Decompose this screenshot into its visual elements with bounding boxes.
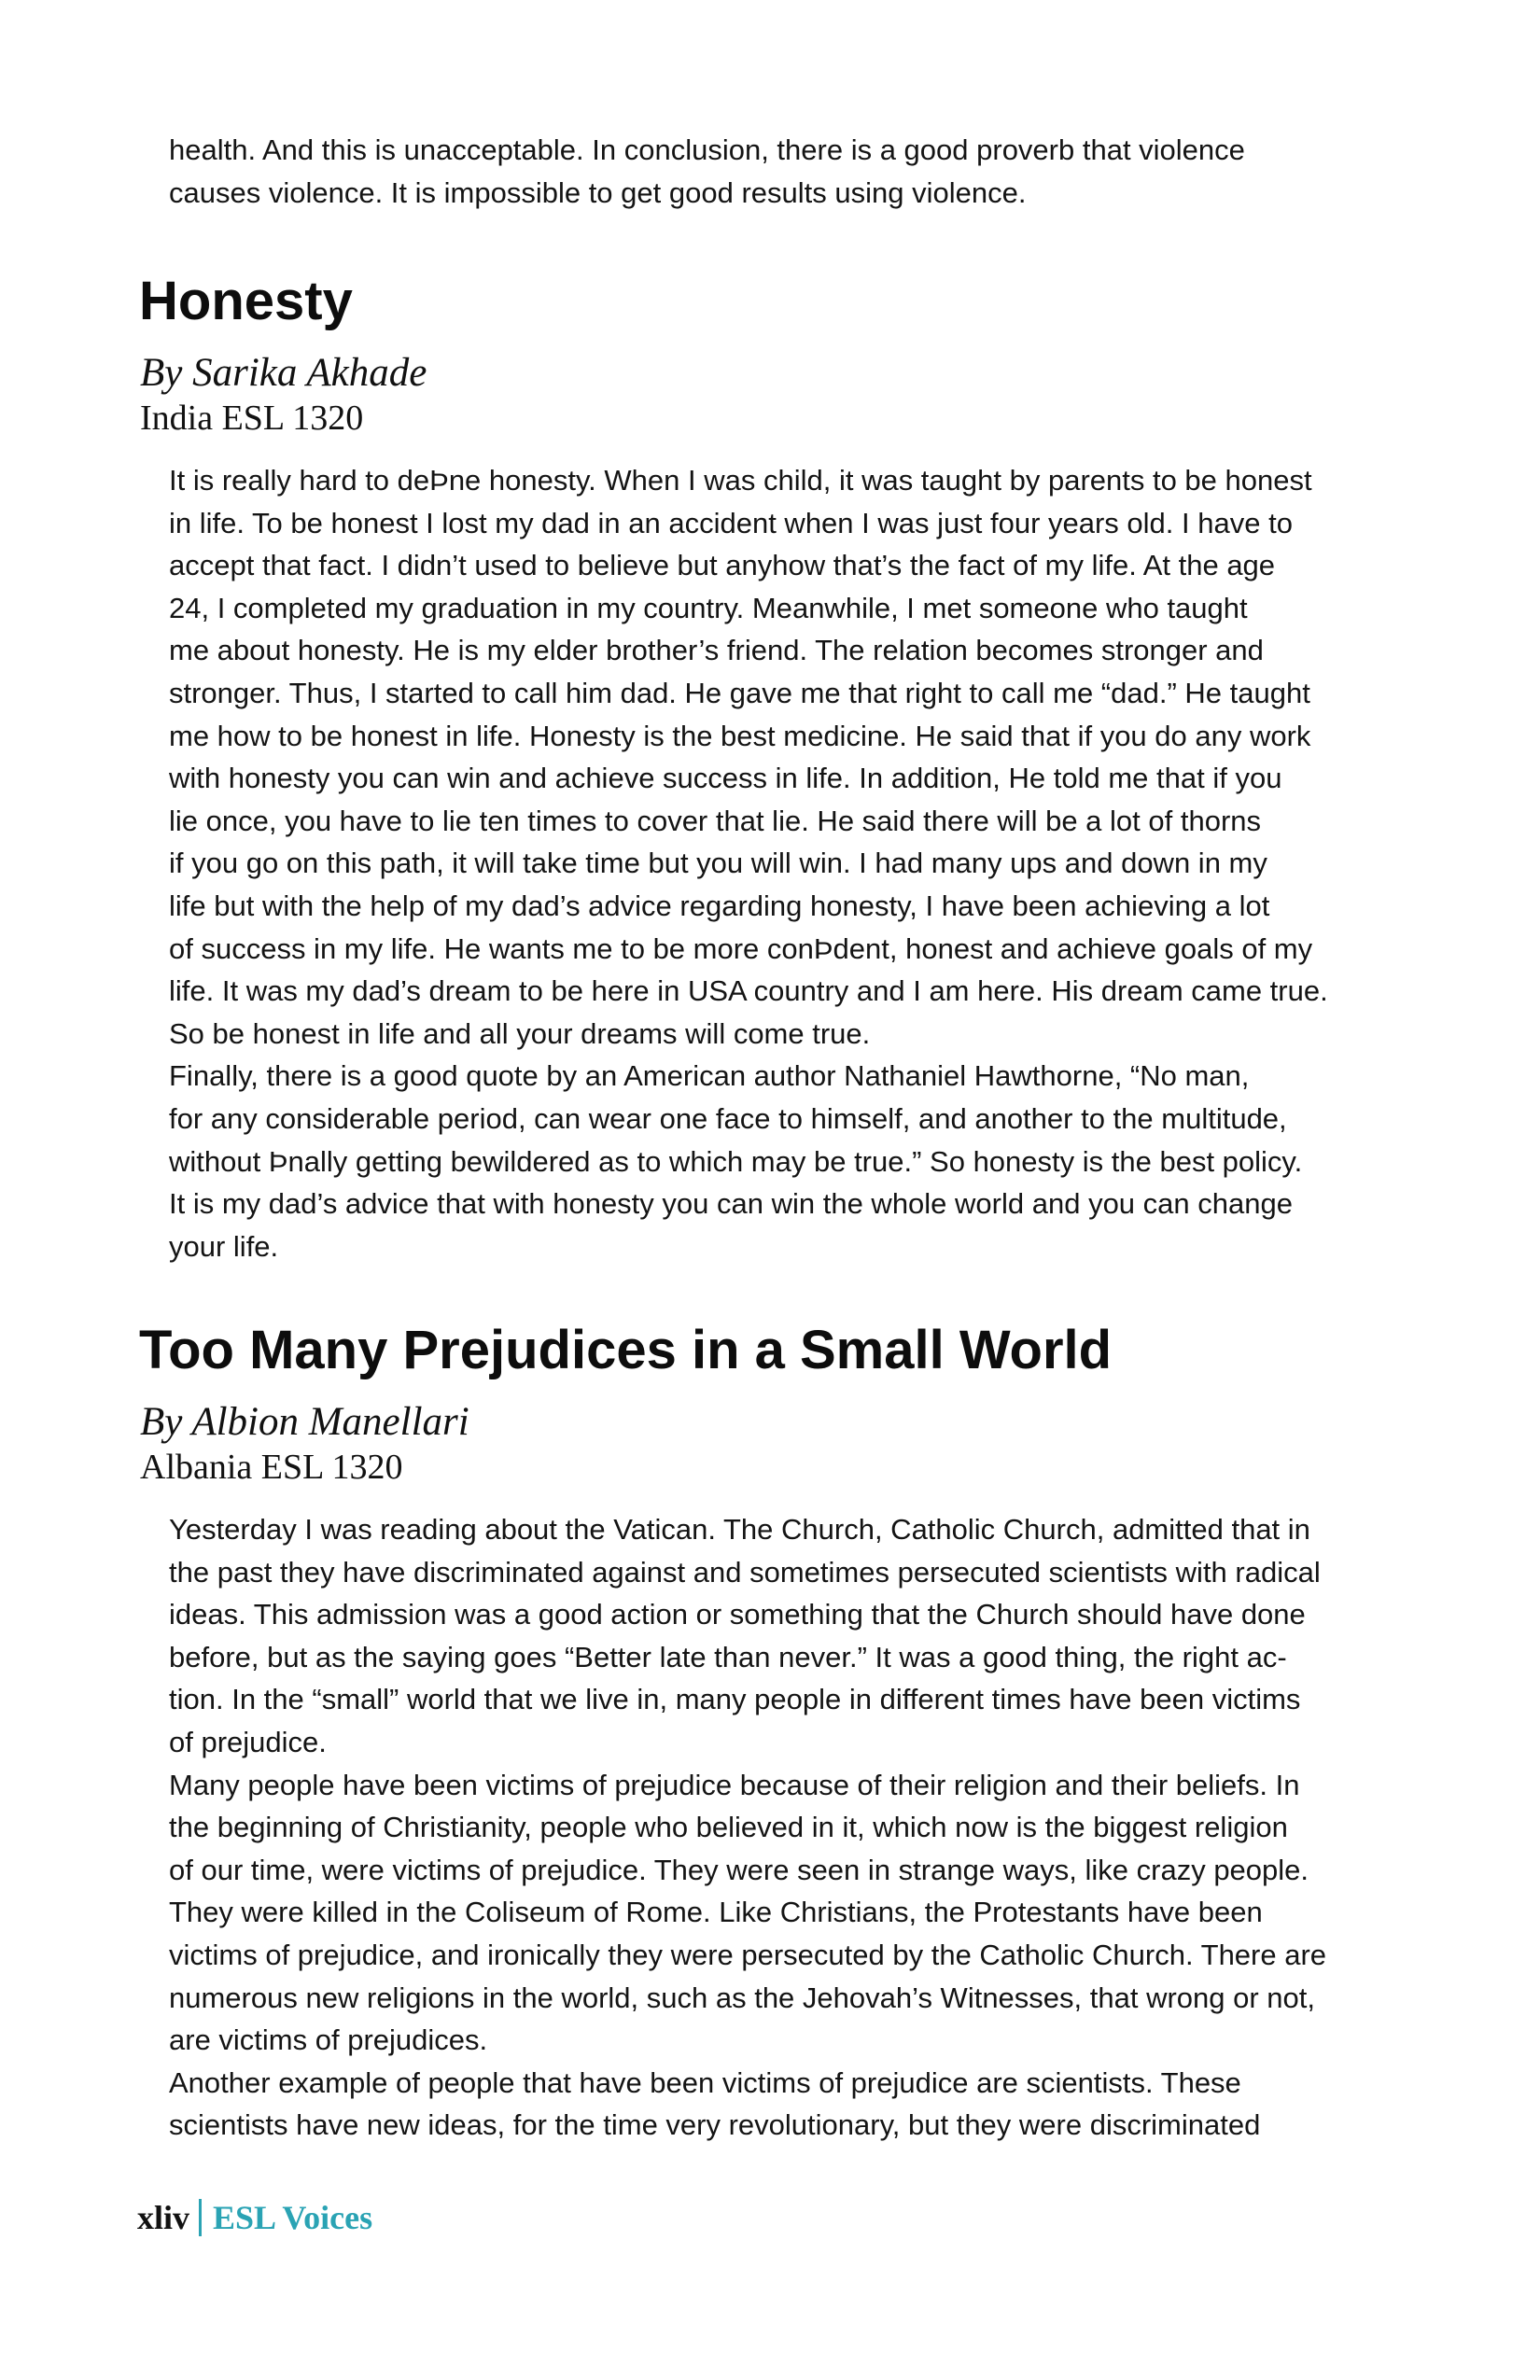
paragraph-line: It is my dad’s advice that with honesty you can win the whole world and you can change: [169, 1187, 1293, 1221]
paragraph-line: So be honest in life and all your dreams will come true.: [169, 1016, 871, 1050]
paragraph-line: 24, I completed my graduation in my country. Meanwhile, I met someone who taught: [169, 591, 1248, 624]
paragraph-line: if you go on this path, it will take time but you will win. I had many ups and down in my: [169, 847, 1267, 880]
paragraph-line: victims of prejudice, and ironically they were persecuted by the Catholic Church. There are: [169, 1938, 1327, 1971]
paragraph-line: scientists have new ideas, for the time very revolutionary, but they were discriminated: [169, 2108, 1261, 2142]
paragraph-line: ideas. This admission was a good action or something that the Church should have done: [169, 1598, 1306, 1631]
paragraph-line: of prejudice.: [169, 1725, 327, 1758]
essay-body: [169, 459, 1410, 1267]
paragraph-line: health. And this is unacceptable. In conclusion, there is a good proverb that violence: [169, 133, 1245, 166]
essay-origin: India ESL 1320: [140, 399, 364, 438]
essay-title: Too Many Prejudices in a Small World: [139, 1320, 1113, 1380]
paragraph-line: me about honesty. He is my elder brother’s friend. The relation becomes stronger and: [169, 634, 1264, 667]
footer-divider: [199, 2199, 202, 2236]
book-title: ESL Voices: [213, 2199, 373, 2236]
paragraph-line: stronger. Thus, I started to call him dad. He gave me that right to call me “dad.” He taught: [169, 676, 1310, 709]
page-footer: [137, 2197, 372, 2238]
essay-body: [169, 1508, 1410, 2147]
paragraph-line: of success in my life. He wants me to be more conÞdent, honest and achieve goals of my: [169, 931, 1313, 965]
essay-title: Honesty: [139, 271, 353, 331]
essay-byline: By Albion Manellari: [140, 1400, 469, 1444]
paragraph-line: Finally, there is a good quote by an American author Nathaniel Hawthorne, “No man,: [169, 1059, 1250, 1093]
paragraph-line: in life. To be honest I lost my dad in an accident when I was just four years old. I have to: [169, 506, 1293, 539]
intro-paragraph: [169, 129, 1410, 214]
paragraph-line: your life.: [169, 1229, 279, 1263]
paragraph-line: the beginning of Christianity, people who believed in it, which now is the biggest religion: [169, 1811, 1288, 1844]
paragraph-line: without Þnally getting bewildered as to which may be true.” So honesty is the best policy.: [169, 1144, 1303, 1178]
paragraph-line: life. It was my dad’s dream to be here in USA country and I am here. His dream came true.: [169, 974, 1328, 1008]
paragraph-line: with honesty you can win and achieve success in life. In addition, He told me that if you: [169, 762, 1282, 795]
paragraph-line: accept that fact. I didn’t used to believe but anyhow that’s the fact of my life. At the age: [169, 549, 1276, 582]
paragraph-line: numerous new religions in the world, such as the Jehovah’s Witnesses, that wrong or not,: [169, 1981, 1316, 2014]
paragraph-line: are victims of prejudices.: [169, 2023, 488, 2057]
paragraph-line: They were killed in the Coliseum of Rome. Like Christians, the Protestants have been: [169, 1896, 1263, 1929]
paragraph-line: causes violence. It is impossible to get good results using violence.: [169, 175, 1027, 209]
essay-byline: By Sarika Akhade: [140, 351, 427, 395]
paragraph-line: Another example of people that have been victims of prejudice are scientists. These: [169, 2065, 1241, 2099]
paragraph-line: life but with the help of my dad’s advice regarding honesty, I have been achieving a lot: [169, 889, 1270, 922]
paragraph-line: me how to be honest in life. Honesty is the best medicine. He said that if you do any work: [169, 719, 1311, 752]
paragraph-line: for any considerable period, can wear one face to himself, and another to the multitude,: [169, 1101, 1287, 1135]
paragraph-line: of our time, were victims of prejudice. They were seen in strange ways, like crazy people.: [169, 1853, 1309, 1886]
essay-origin: Albania ESL 1320: [140, 1448, 403, 1487]
paragraph-line: before, but as the saying goes “Better late than never.” It was a good thing, the right ac-: [169, 1640, 1287, 1673]
paragraph-line: tion. In the “small” world that we live in, many people in different times have been victims: [169, 1683, 1301, 1716]
paragraph-line: Yesterday I was reading about the Vatican. The Church, Catholic Church, admitted that in: [169, 1513, 1310, 1546]
page-number: xliv: [137, 2199, 190, 2236]
paragraph-line: Many people have been victims of prejudice because of their religion and their beliefs. In: [169, 1768, 1300, 1801]
paragraph-line: It is really hard to deÞne honesty. When I was child, it was taught by parents to be honest: [169, 464, 1312, 497]
paragraph-line: the past they have discriminated against and sometimes persecuted scientists with radical: [169, 1555, 1321, 1589]
paragraph-line: lie once, you have to lie ten times to cover that lie. He said there will be a lot of thorns: [169, 804, 1262, 837]
